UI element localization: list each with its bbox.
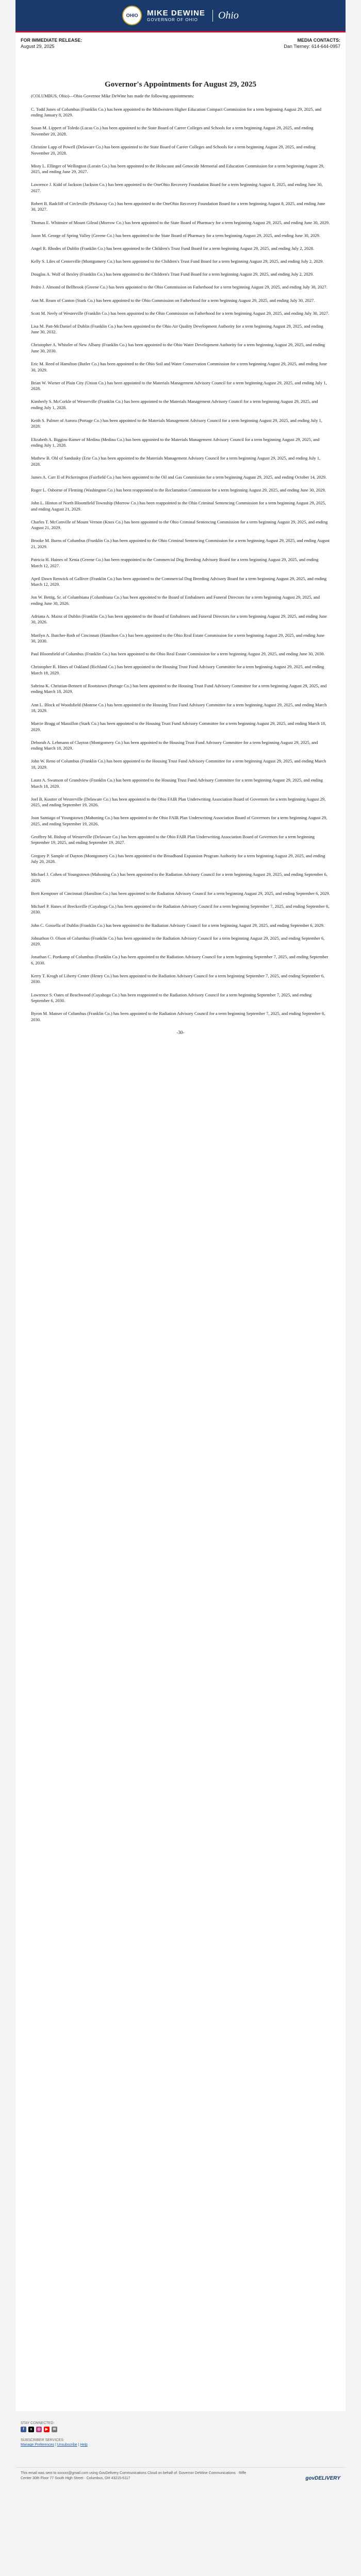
- appointment-item: Byron M. Manser of Columbus (Franklin Co.) has been appointed to the Radiation Advisory Council for a term beginning September 7, 2025, and ending September 6, 2030.: [31, 1011, 325, 1022]
- appointment-item: Elizabeth A. Biggins-Ramer of Medina (Medina Co.) has been appointed to the Materials Management Advisory Council for a term beginning August 29, 2025, and ending July 1, 2028.: [31, 436, 320, 448]
- subscriber-links: [21, 2443, 346, 2447]
- link-separator: |: [55, 2443, 56, 2447]
- intro-paragraph: (COLUMBUS, Ohio)—Ohio Governor Mike DeWine has made the following appointments:: [31, 93, 194, 99]
- social-heading: STAY CONNECTED:: [21, 2421, 55, 2425]
- release-label: FOR IMMEDIATE RELEASE:: [21, 38, 83, 43]
- release-left: [21, 38, 82, 49]
- appointment-item: Lisa M. Patt-McDaniel of Dublin (Franklin Co.) has been appointed to the Ohio Air Quality Development Authority for a term beginning August 29, 2025, and ending June 30, 2032.: [31, 323, 323, 335]
- appointment-item: C. Todd Jones of Columbus (Franklin Co.) has been appointed to the Midwestern Higher Education Compact Commission for a term beginning August 29, 2025, and ending January 8, 2029.: [31, 106, 322, 118]
- help-link[interactable]: Help: [80, 2443, 88, 2447]
- appointment-item: Christine Lapp of Powell (Delaware Co.) has been appointed to the State Board of Career Colleges and Schools for a term beginning August 29, 2025, and ending November 20, 2028.: [31, 144, 316, 156]
- release-date: August 29, 2025: [21, 43, 55, 49]
- appointment-item: Jon W. Bettig, Sr. of Columbiana (Columbiana Co.) has been appointed to the Board of Embalmers and Funeral Directors for a term beginning August 29, 2025, and ending June 30, 2026.: [31, 595, 320, 606]
- facebook-icon[interactable]: f: [21, 2427, 26, 2432]
- x-icon[interactable]: x: [28, 2427, 34, 2432]
- appointment-item: John W. Reno of Columbus (Franklin Co.) has been appointed to the Housing Trust Fund Advisory Committee for a term beginning August 29, 2025, and ending March 18, 2029.: [31, 758, 326, 770]
- appointment-item: Jason M. George of Spring Valley (Greene Co.) has been appointed to the State Board of Pharmacy for a term beginning August 29, 2025, and ending June 30, 2029.: [31, 232, 321, 238]
- appointment-item: Christopher A. Whistler of New Albany (Franklin Co.) has been appointed to the Ohio Water Development Authority for a term beginning August 29, 2025, and ending June 30, 2030.: [31, 342, 325, 353]
- footer-bottom: [15, 2467, 346, 2481]
- appointment-item: Patricia H. Haines of Xenia (Greene Co.) has been reappointed to the Commercial Dog Breeding Advisory Board for a term beginning August 29, 2025, and ending March 12, 2027.: [31, 557, 319, 568]
- end-mark: -30-: [176, 1030, 185, 1036]
- appointment-item: Keith S. Palmer of Aurora (Portage Co.) has been appointed to the Materials Management Advisory Council for a term beginning August 29, 2025, and ending July 1, 2028.: [31, 417, 322, 429]
- appointment-item: Thomas E. Whitmire of Mount Gilead (Morrow Co.) has been appointed to the State Board of Pharmacy for a term beginning August 29, 2025, and ending June 30, 2029.: [31, 219, 330, 225]
- appointment-item: Jonathan C. Portkamp of Columbus (Franklin Co.) has been appointed to the Radiation Advisory Council for a term beginning September 7, 2025, and ending September 6, 2030.: [31, 954, 329, 965]
- media-contact: Dan Tierney: 614-644-0957: [284, 43, 340, 49]
- appointment-item: Robert B. Radcliff of Circleville (Pickaway Co.) has been appointed to the OneOhio Recovery Foundation Board for a term beginning August 8, 2025, and ending June 30, 2027.: [31, 200, 325, 212]
- governor-name: MIKE DEWINE: [147, 9, 205, 18]
- instagram-icon[interactable]: ◎: [36, 2427, 42, 2432]
- appointment-item: James A. Carr II of Pickerington (Fairfield Co.) has been appointed to the Oil and Gas Commission for a term beginning August 29, 2025, and ending October 14, 2029.: [31, 474, 327, 480]
- ohio-seal-icon: OHIO: [122, 6, 142, 25]
- appointment-item: Joel B. Kustter of Westerville (Delaware Co.) has been appointed to the Ohio FAIR Plan Underwriting Association Board of Governors for a term beginning August 29, 2025, and ending September 19, 2026.: [31, 796, 326, 808]
- appointment-item: Lawrence J. Kidd of Jackson (Jackson Co.) has been appointed to the OneOhio Recovery Foundation Board for a term beginning August 8, 2025, and ending June 30, 2027.: [31, 182, 323, 193]
- appointment-item: Pedro J. Almond of Bellbrook (Greene Co.) has been appointed to the Ohio Commission on Fatherhood for a term beginning August 29, 2025, and ending July 30, 2027.: [31, 284, 327, 290]
- email-icon[interactable]: ✉: [52, 2427, 57, 2432]
- appointments-list: [15, 107, 346, 1023]
- appointment-item: Lawrence S. Oates of Beachwood (Cuyahoga Co.) has been reappointed to the Radiation Advisory Council for a term beginning September 7, 2025, and ending September 6, 2030.: [31, 992, 312, 1004]
- appointment-item: Mathew B. Ohl of Sandusky (Erie Co.) has been appointed to the Materials Management Advisory Council for a term beginning August 29, 2025, and ending July 1, 2028.: [31, 455, 321, 467]
- appointment-item: Misty L. Ellinger of Wellington (Lorain Co.) has been appointed to the Holocaust and Genocide Memorial and Education Commission for a term beginning August 29, 2025, and ending June 29, 2027.: [31, 163, 324, 175]
- governor-office: GOVERNOR OF OHIO: [147, 18, 198, 22]
- appointment-item: Ann M. Ream of Canton (Stark Co.) has been appointed to the Ohio Commission on Fatherhood for a term beginning August 29, 2025, and ending July 30, 2027.: [31, 297, 315, 303]
- brand-block: [147, 9, 205, 22]
- appointment-item: Marcie Bragg of Massillon (Stark Co.) has been appointed to the Housing Trust Fund Advisory Committee for a term beginning August 29, 2025, and ending March 18, 2029.: [31, 721, 326, 732]
- appointment-item: Adriana A. Mainz of Dublin (Franklin Co.) has been appointed to the Board of Embalmers and Funeral Directors for a term beginning August 29, 2025, and ending June 30, 2026.: [31, 613, 327, 625]
- appointment-item: Johnathon O. Olson of Columbus (Franklin Co.) has been appointed to the Radiation Advisory Council for a term beginning August 29, 2025, and ending September 6, 2029.: [31, 935, 325, 947]
- media-contacts-label: MEDIA CONTACTS:: [297, 38, 340, 43]
- appointment-item: Douglas A. Wolf of Bexley (Franklin Co.) has been appointed to the Children's Trust Fund Board for a term beginning August 29, 2025, and ending July 2, 2029.: [31, 272, 314, 277]
- link-separator: |: [78, 2443, 79, 2447]
- appointment-item: Angel R. Rhodes of Dublin (Franklin Co.) has been appointed to the Children's Trust Fund Board for a term beginning August 29, 2025, and ending July 2, 2028.: [31, 245, 315, 251]
- appointment-item: Charles T. McConville of Mount Vernon (Knox Co.) has been appointed to the Ohio Criminal Sentencing Commission for a term beginning August 29, 2025, and ending August 21, 2029.: [31, 519, 328, 531]
- appointment-item: Michael P. Hanes of Brecksville (Cuyahoga Co.) has been appointed to the Radiation Advisory Council for a term beginning September 7, 2025, and ending September 6, 2030.: [31, 903, 330, 915]
- govdelivery-logo[interactable]: govDELIVERY: [305, 2475, 340, 2481]
- appointment-item: Marilyn A. Butcher-Roth of Cincinnati (Hamilton Co.) has been appointed to the Ohio Real Estate Commission for a term beginning August 29, 2025, and ending June 30, 2030.: [31, 632, 325, 643]
- media-contacts: [284, 38, 340, 49]
- appointment-item: Joan Santiago of Youngstown (Mahoning Co.) has been appointed to the Ohio FAIR Plan Underwriting Association Board of Governors for a term beginning August 29, 2025, and ending September 19, 2026.: [31, 815, 327, 826]
- appointment-item: John L. Hinton of North Bloomfield Township (Morrow Co.) has been reappointed to the Ohio Criminal Sentencing Commission for a term beginning August 29, 2025, and ending August 21, 2029.: [31, 500, 326, 512]
- subscriber-heading: SUBSCRIBER SERVICES:: [21, 2438, 64, 2442]
- appointment-item: Ann L. Block of Woodsfield (Monroe Co.) has been appointed to the Housing Trust Fund Advisory Committee for a term beginning August 29, 2025, and ending March 18, 2029.: [31, 702, 327, 714]
- email-body: [15, 0, 346, 2411]
- appointment-item: April Dawn Renwick of Galliver (Franklin Co.) has been appointed to the Commercial Dog Breeding Advisory Board for a term beginning August 29, 2025, and ending March 12, 2029.: [31, 575, 327, 587]
- unsubscribe-link[interactable]: Unsubscribe: [57, 2443, 77, 2447]
- appointment-item: Scott M. Neely of Westerville (Franklin Co.) has been appointed to the Ohio Commission on Fatherhood for a term beginning August 29, 2025, and ending July 30, 2027.: [31, 310, 330, 316]
- appointment-item: Laura A. Swanson of Grandview (Franklin Co.) has been appointed to the Housing Trust Fund Advisory Committee for a term beginning August 29, 2025, and ending March 18, 2029.: [31, 777, 323, 789]
- appointment-item: Roger L. Osborne of Fleming (Washington Co.) has been reappointed to the Reclamation Commission for a term beginning August 29, 2025, and ending June 30, 2029.: [31, 487, 326, 493]
- appointment-item: Gregory P. Sample of Dayton (Montgomery Co.) has been appointed to the Broadband Expansion Program Authority for a term beginning August 29, 2025, and ending July 20, 2028.: [31, 853, 325, 865]
- page-title: Governor's Appointments for August 29, 2025: [105, 80, 256, 89]
- appointment-item: Kelly S. Liles of Centerville (Montgomery Co.) has been appointed to the Children's Trust Fund Board for a term beginning August 29, 2025, and ending July 2, 2029.: [31, 259, 324, 264]
- youtube-icon[interactable]: ▶: [44, 2427, 50, 2432]
- social-icons: [21, 2427, 346, 2432]
- appointment-item: Brett Kemptner of Cincinnati (Hamilton Co.) has been appointed to the Radiation Advisory Council for a term beginning August 29, 2025, and ending September 6, 2029.: [31, 890, 330, 896]
- ohio-logo: Ohio: [212, 10, 239, 22]
- masthead-banner: [15, 0, 346, 32]
- appointment-item: Kimberly S. McCorkle of Westerville (Franklin Co.) has been appointed to the Materials Management Advisory Council for a term beginning August 29, 2025, and ending July 1, 2028.: [31, 399, 318, 410]
- appointment-item: Geoffrey M. Bishop of Westerville (Delaware Co.) has been appointed to the Ohio FAIR Plan Underwriting Association Board of Governors for a term beginning September 19, 2025, and ending September 19, 2027.: [31, 834, 315, 845]
- appointment-item: Paul Bloomfield of Columbus (Franklin Co.) has been appointed to the Ohio Real Estate Commission for a term beginning August 29, 2025, and ending June 30, 2030.: [31, 651, 325, 657]
- appointment-item: Kerry T. Krogh of Liberty Center (Henry Co.) has been appointed to the Radiation Advisory Council for a term beginning September 7, 2025, and ending September 6, 2030.: [31, 973, 325, 985]
- footer-fineprint: This email was sent to xxxxxx@gmail.com using GovDelivery Communications Cloud on behalf of: Governor DeWine Communications · Riffe Center 30th Floor 77 South High Street · Columbus, OH 43215-6117: [21, 2471, 247, 2480]
- appointment-item: Brian W. Wiener of Plain City (Union Co.) has been appointed to the Materials Management Advisory Council for a term beginning August 29, 2025, and ending July 1, 2028.: [31, 380, 327, 392]
- appointment-item: Brooke M. Burns of Columbus (Franklin Co.) has been appointed to the Ohio Criminal Sentencing Commission for a term beginning August 29, 2025, and ending August 21, 2029.: [31, 538, 330, 549]
- manage-preferences-link[interactable]: Manage Preferences: [21, 2443, 54, 2447]
- appointment-item: Deborah A. Lehmann of Clayton (Montgomery Co.) has been appointed to the Housing Trust Fund Advisory Committee for a term beginning August 29, 2025, and ending March 18, 2029.: [31, 739, 318, 751]
- appointment-item: Eric M. Reed of Hamilton (Butler Co.) has been appointed to the Ohio Soil and Water Conservation Commission for a term beginning August 29, 2025, and ending June 30, 2029.: [31, 361, 327, 372]
- appointment-item: Michael J. Cohen of Youngstown (Mahoning Co.) has been appointed to the Radiation Advisory Council for a term beginning August 29, 2025, and ending September 6, 2029.: [31, 872, 327, 883]
- email-footer: [15, 2411, 346, 2497]
- appointment-item: John C. Gossella of Dublin (Franklin Co.) has been appointed to the Radiation Advisory Council for a term beginning August 29, 2025, and ending September 6, 2029.: [31, 922, 324, 928]
- appointment-item: Christopher R. Hines of Oakland (Richland Co.) has been appointed to the Housing Trust Fund Advisory Committee for a term beginning August 29, 2025, and ending March 18, 2029.: [31, 664, 324, 675]
- appointment-item: Susan M. Lippert of Toledo (Lucas Co.) has been appointed to the State Board of Career Colleges and Schools for a term beginning August 29, 2025, and ending November 20, 2028.: [31, 125, 314, 137]
- appointment-item: Sabrina K. Christian-Bennett of Rootstown (Portage Co.) has been appointed to the Housing Trust Fund Advisory Committee for a term beginning August 29, 2025, and ending March 18, 2029.: [31, 683, 327, 694]
- release-info: [15, 32, 346, 49]
